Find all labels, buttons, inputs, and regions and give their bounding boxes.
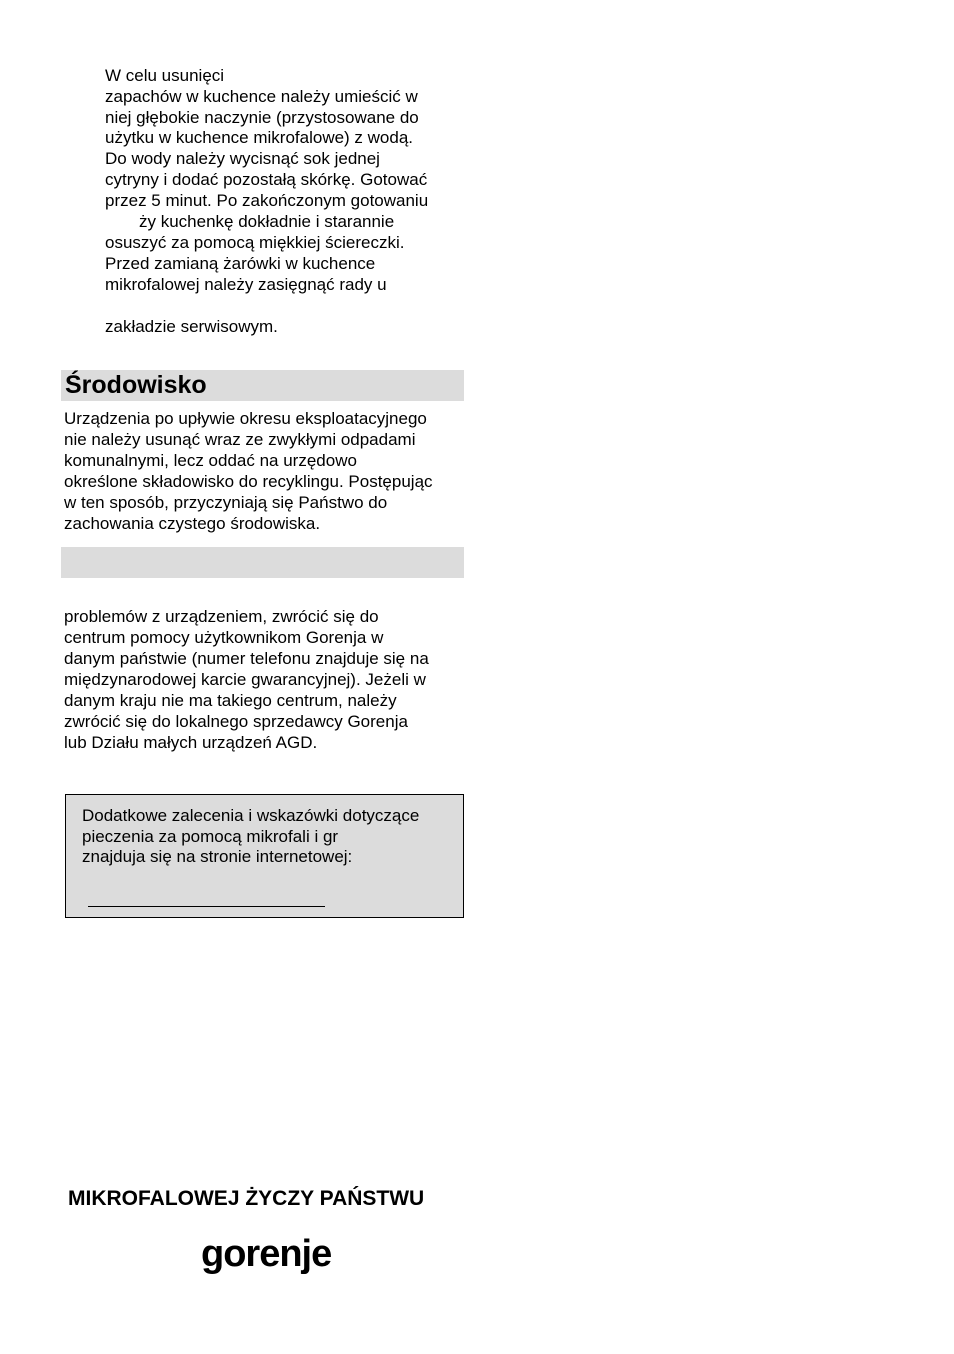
cleaning-line: zapachów w kuchence należy umieścić w	[105, 87, 418, 106]
environment-line: nie należy usunąć wraz ze zwykłymi odpadami	[64, 430, 416, 449]
cleaning-line: W celu usunięci	[105, 66, 225, 85]
environment-line: Urządzenia po upływie okresu eksploatacyjnego	[64, 409, 427, 428]
service-line: problemów z urządzeniem, zwrócić się do	[64, 607, 379, 626]
service-line: danym państwie (numer telefonu znajduje się na	[64, 649, 429, 668]
cleaning-line: przez 5 minut. Po zakończonym gotowaniu	[105, 191, 429, 210]
cleaning-line: ży kuchenkę dokładnie i starannie	[139, 212, 395, 231]
environment-line: komunalnymi, lecz oddać na urzędowo	[64, 451, 357, 470]
cleaning-line: osuszyć za pomocą miękkiej ściereczki.	[105, 233, 405, 252]
cleaning-line: Do wody należy wycisnąć sok jednej	[105, 149, 380, 168]
cleaning-line: zakładzie serwisowym.	[105, 317, 278, 336]
cleaning-line: cytryny i dodać pozostałą skórkę. Gotować	[105, 170, 428, 189]
service-line: lub Działu małych urządzeń AGD.	[64, 733, 318, 752]
environment-line: zachowania czystego środowiska.	[64, 514, 321, 533]
cleaning-line: użytku w kuchence mikrofalowe) z wodą.	[105, 128, 414, 147]
cleaning-line: Przed zamianą żarówki w kuchence	[105, 254, 376, 273]
note-line: Dodatkowe zalecenia i wskazówki dotyczące	[82, 806, 420, 825]
note-line: pieczenia za pomocą mikrofali i gr	[82, 827, 339, 846]
service-line: międzynarodowej karcie gwarancyjnej). Jeżeli w	[64, 670, 426, 689]
website-link-underline[interactable]	[88, 906, 325, 907]
service-heading-bar	[61, 547, 464, 578]
environment-heading: Środowisko	[65, 371, 207, 399]
closing-text: MIKROFALOWEJ ŻYCZY PAŃSTWU	[68, 1187, 425, 1210]
gorenje-logo: gorenje	[201, 1233, 332, 1275]
service-line: centrum pomocy użytkownikom Gorenja w	[64, 628, 384, 647]
environment-line: w ten sposób, przyczyniają się Państwo do	[64, 493, 388, 512]
service-line: zwrócić się do lokalnego sprzedawcy Gorenja	[64, 712, 408, 731]
cleaning-line: niej głębokie naczynie (przystosowane do	[105, 108, 419, 127]
note-line: znajduja się na stronie internetowej:	[82, 847, 353, 866]
environment-line: określone składowisko do recyklingu. Postępując	[64, 472, 433, 491]
service-line: danym kraju nie ma takiego centrum, należy	[64, 691, 397, 710]
cleaning-line: mikrofalowej należy zasięgnąć rady u	[105, 275, 387, 294]
